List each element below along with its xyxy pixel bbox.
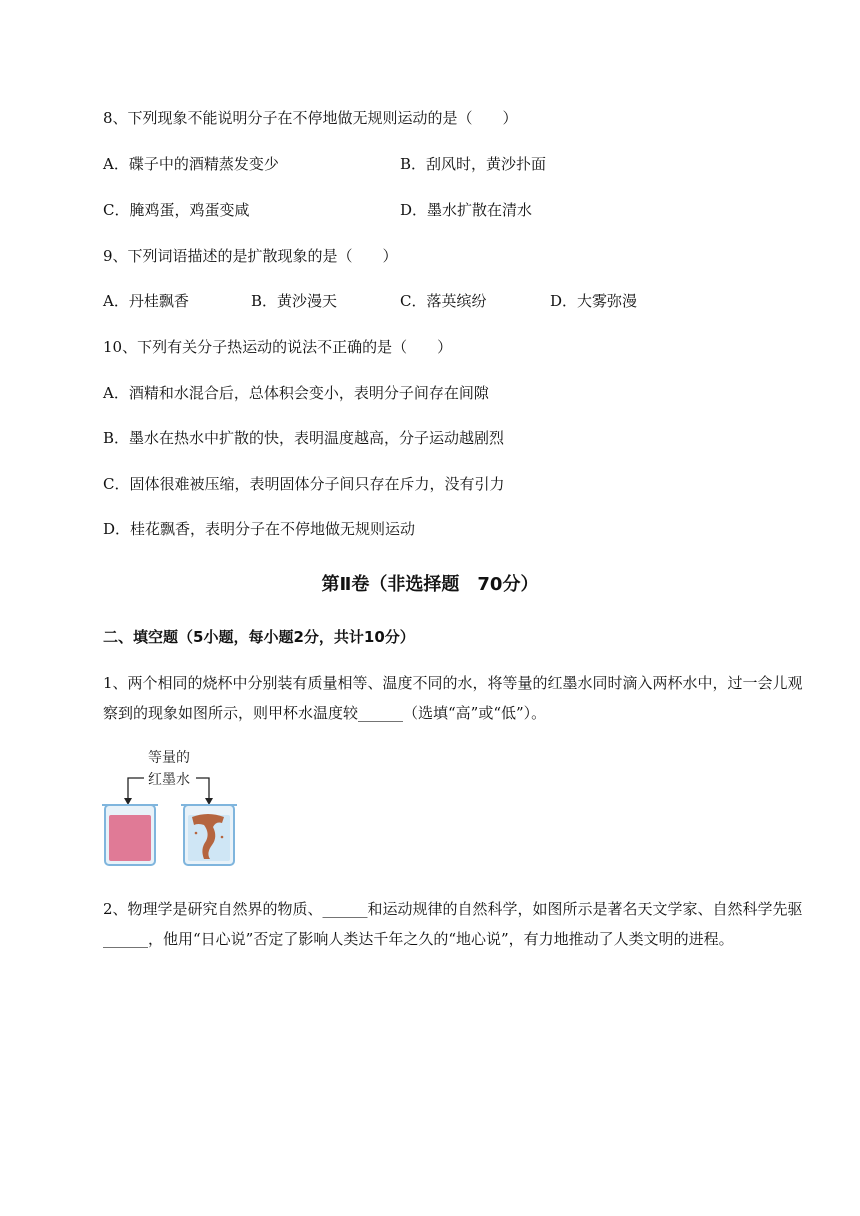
q9-option-d: D．大雾弥漫 — [550, 292, 638, 310]
q10-option-c: C．固体很难被压缩，表明固体分子间只存在斥力，没有引力 — [103, 475, 505, 493]
part2-title: 第Ⅱ卷（非选择题 70分） — [321, 574, 539, 595]
q10-option-a: A．酒精和水混合后，总体积会变小，表明分子间存在间隙 — [103, 384, 489, 402]
q10-option-b: B．墨水在热水中扩散的快，表明温度越高，分子运动越剧烈 — [103, 429, 505, 447]
q9-option-c: C．落英缤纷 — [400, 292, 487, 310]
figure-label-line2: 红墨水 — [148, 772, 190, 788]
right-arrow-head — [205, 798, 213, 805]
right-beaker — [181, 805, 237, 865]
left-beaker-liquid — [109, 815, 151, 861]
beaker-figure — [100, 745, 250, 870]
q10-option-d: D．桂花飘香，表明分子在不停地做无规则运动 — [103, 520, 416, 538]
right-arrow-line — [196, 778, 209, 801]
fill-question-1: 1、两个相同的烧杯中分别装有质量相等、温度不同的水，将等量的红墨水同时滴入两杯水中，过一会儿观察到的现象如图所示，则甲杯水温度较______（选填“高”或“低”）。 — [103, 674, 803, 722]
q9-option-a: A．丹桂飘香 — [103, 292, 189, 310]
q8-option-b: B．刮风时，黄沙扑面 — [400, 155, 547, 173]
q8-option-c: C．腌鸡蛋，鸡蛋变咸 — [103, 201, 250, 219]
q9-option-b: B．黄沙漫天 — [251, 292, 338, 310]
q8-option-a: A．碟子中的酒精蒸发变少 — [103, 155, 279, 173]
figure-label-line1: 等量的 — [148, 750, 190, 766]
section-heading: 二、填空题（5小题，每小题2分，共计10分） — [103, 628, 415, 646]
left-arrow-head — [124, 798, 132, 805]
q9-stem: 9、下列词语描述的是扩散现象的是（ ） — [103, 247, 398, 265]
fill-question-2: 2、物理学是研究自然界的物质、______和运动规律的自然科学，如图所示是著名天文学家、自然科学先驱______，他用“日心说”否定了影响人类达千年之久的“地心说”，有力地推动了人类文明的进程。 — [103, 900, 803, 948]
beakers-drawing — [100, 745, 250, 870]
left-beaker — [102, 805, 158, 865]
q8-option-d: D．墨水扩散在清水 — [400, 201, 533, 219]
q10-stem: 10、下列有关分子热运动的说法不正确的是（ ） — [103, 338, 453, 356]
q8-stem: 8、下列现象不能说明分子在不停地做无规则运动的是（ ） — [103, 109, 518, 127]
left-arrow-line — [128, 778, 144, 801]
